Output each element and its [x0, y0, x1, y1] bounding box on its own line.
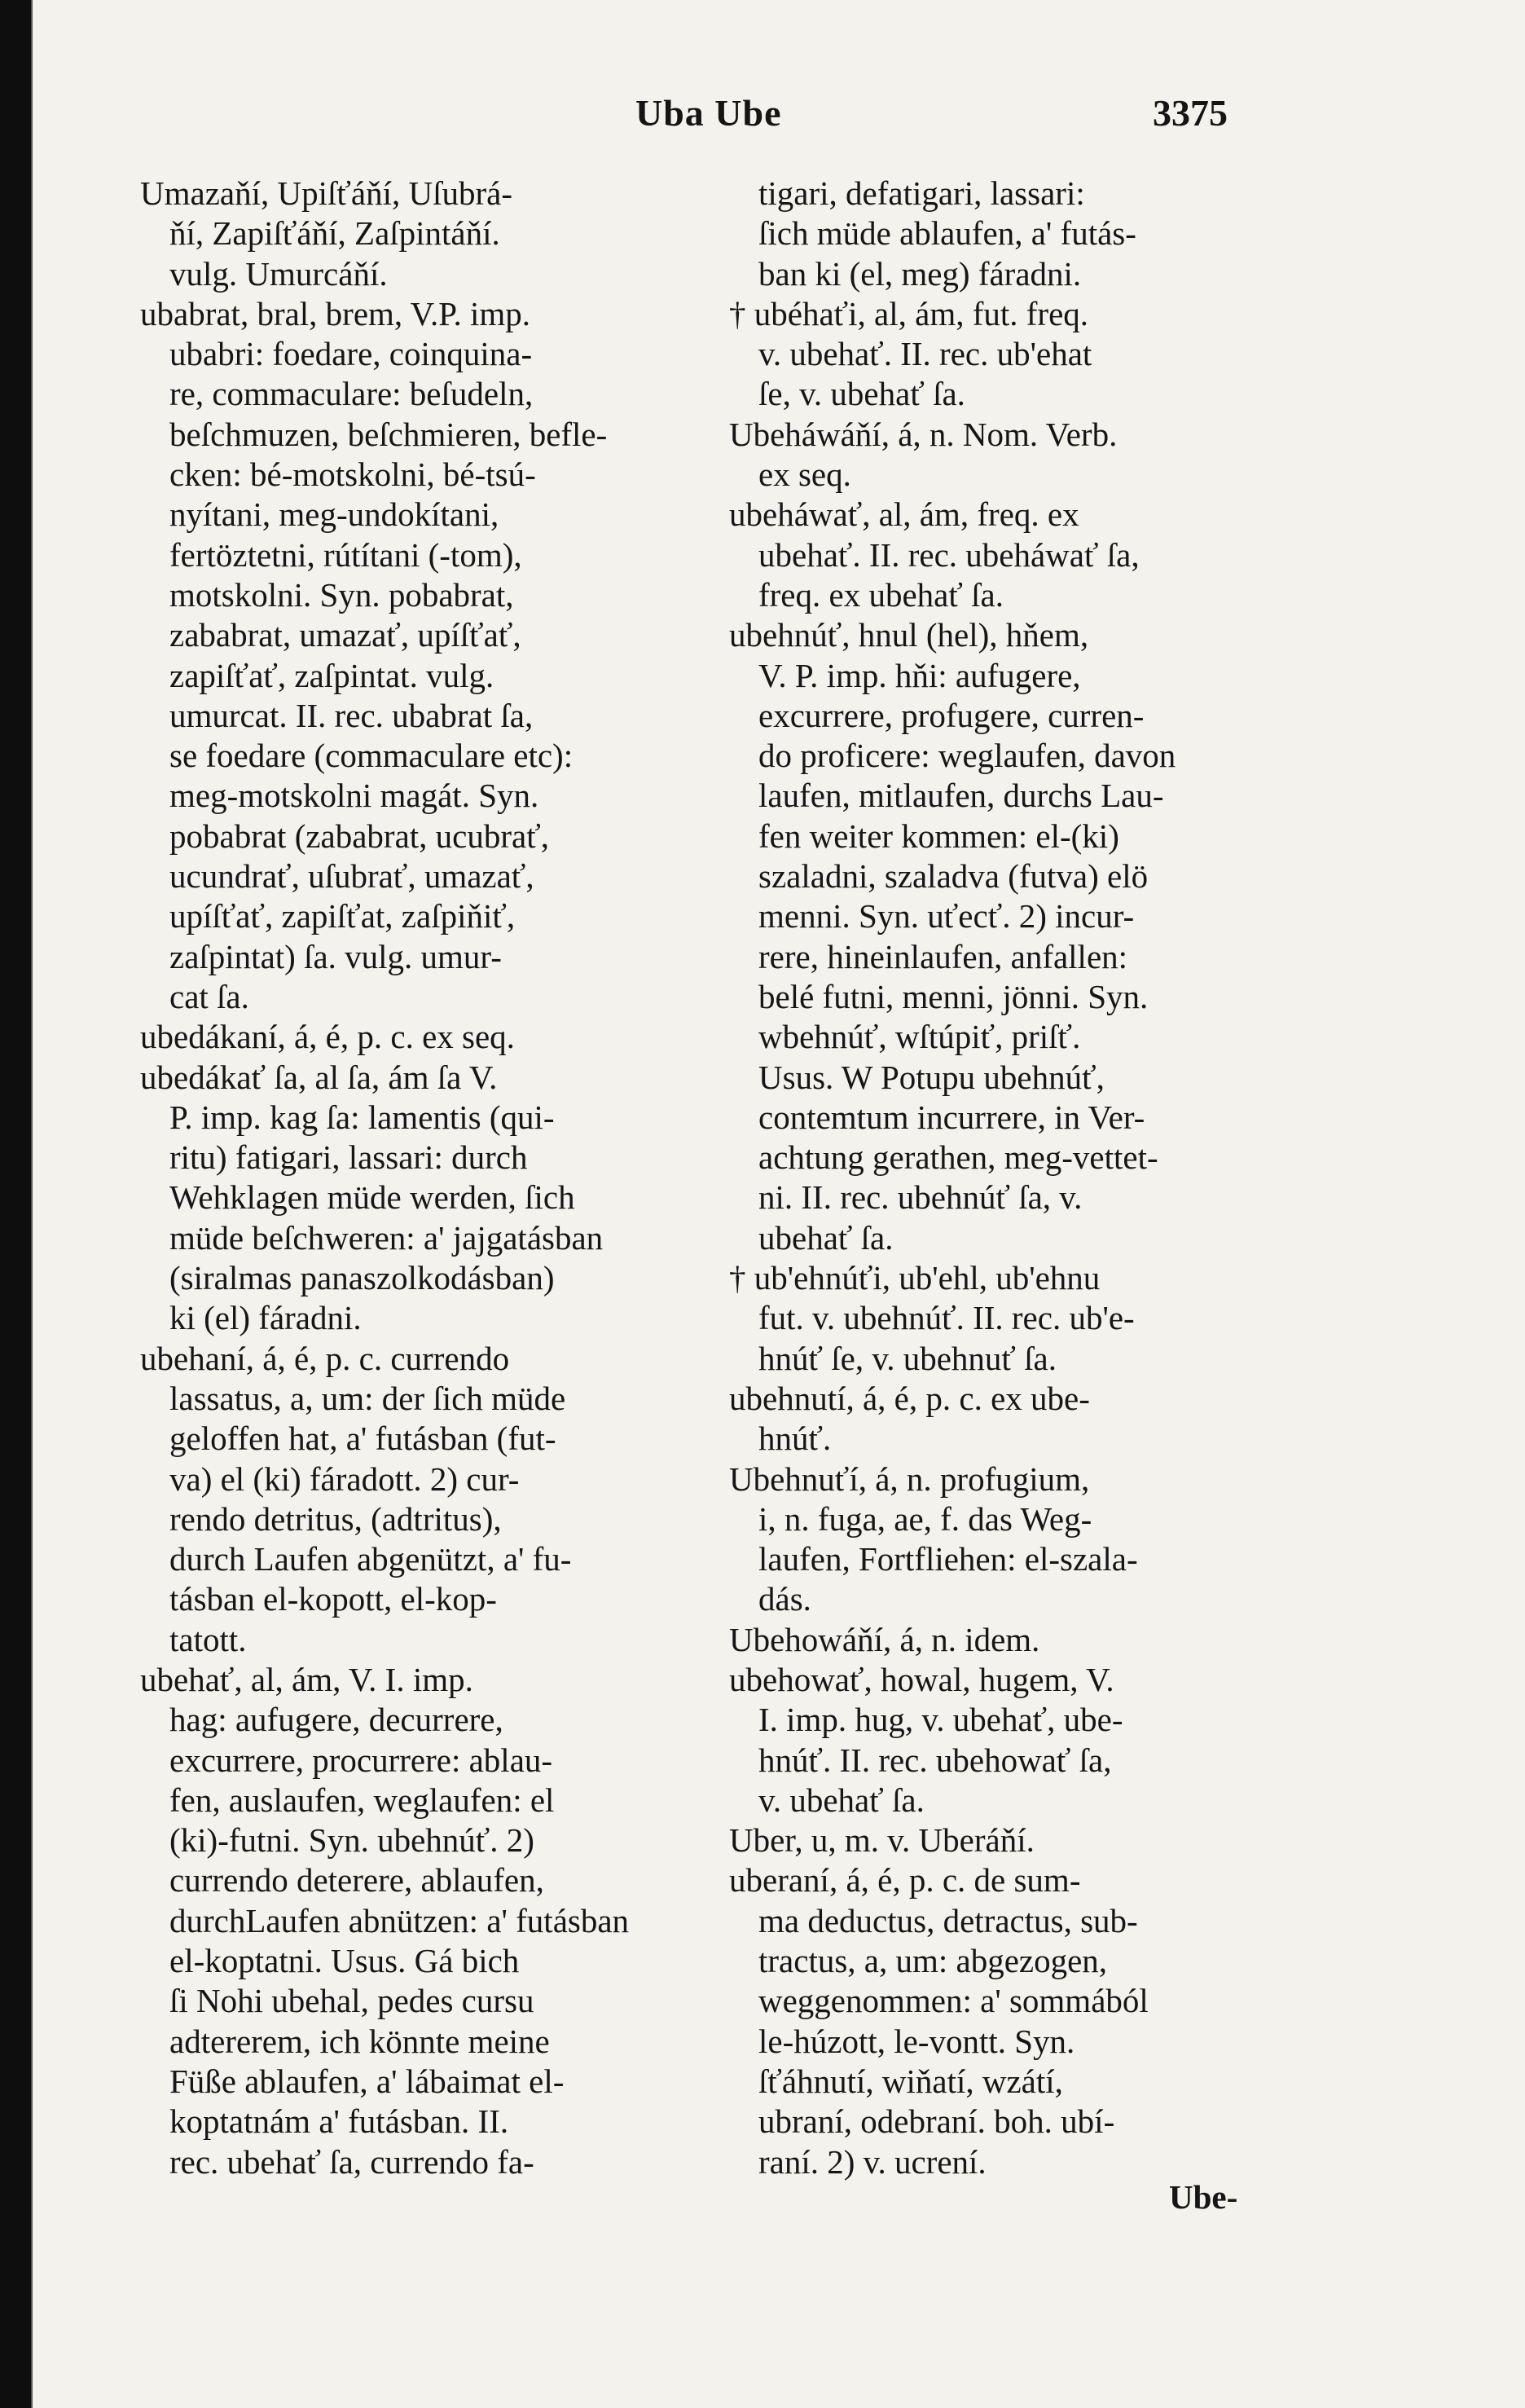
dictionary-line: excurrere, profugere, curren- — [758, 696, 1145, 734]
dictionary-line: I. imp. hug, v. ubehať, ube- — [758, 1701, 1123, 1739]
dictionary-line: (ki)-futni. Syn. ubehnúť. 2) — [169, 1821, 534, 1860]
dictionary-line: Ubehnuťí, á, n. profugium, — [729, 1459, 1090, 1498]
dictionary-line: fen, auslaufen, weglaufen: el — [169, 1781, 555, 1819]
dictionary-line: durch Laufen abgenützt, a' fu- — [169, 1540, 572, 1578]
dictionary-line: ki (el) fáradni. — [169, 1299, 362, 1337]
dictionary-line: hnúť. — [758, 1420, 832, 1458]
dictionary-line: v. ubehať. II. rec. ub'ehat — [758, 335, 1092, 373]
dictionary-line: ex seq. — [758, 456, 851, 494]
dictionary-line: Ubeháwáňí, á, n. Nom. Verb. — [729, 415, 1118, 453]
dictionary-line: ſťáhnutí, wiňatí, wzátí, — [758, 2062, 1063, 2100]
dictionary-page — [31, 0, 1525, 2408]
dictionary-line: i, n. fuga, ae, f. das Weg- — [758, 1499, 1092, 1538]
dictionary-line: nyítani, meg-undokítani, — [169, 495, 499, 534]
page-number: 3375 — [1153, 92, 1228, 134]
dictionary-line: ſe, v. ubehať ſa. — [758, 375, 965, 413]
dictionary-line: le-húzott, le-vontt. Syn. — [758, 2022, 1075, 2060]
dictionary-line: ubehať. II. rec. ubeháwať ſa, — [758, 535, 1140, 574]
dictionary-line: zapiſťať, zaſpintat. vulg. — [169, 656, 494, 694]
dictionary-line: wbehnúť, wſtúpiť, priſť. — [758, 1018, 1081, 1056]
dictionary-line: hnúť. II. rec. ubehowať ſa, — [758, 1741, 1112, 1779]
dictionary-line: müde beſchweren: a' jajgatásban — [169, 1218, 604, 1257]
dictionary-line: el-koptatni. Usus. Gá bich — [169, 1942, 520, 1980]
dictionary-line: uberaní, á, é, p. c. de sum- — [729, 1861, 1081, 1900]
dictionary-line: rec. ubehať ſa, currendo fa- — [169, 2142, 534, 2181]
left-column — [140, 174, 710, 2182]
dictionary-line: cken: bé-motskolni, bé-tsú- — [169, 456, 536, 494]
dictionary-line: ubedákaní, á, é, p. c. ex seq. — [140, 1018, 515, 1056]
dictionary-line: ubabrat, bral, brem, V.P. imp. — [140, 294, 531, 332]
dictionary-line: upíſťať, zapiſťat, zaſpiňiť, — [169, 897, 516, 935]
dictionary-line: koptatnám a' futásban. II. — [169, 2102, 509, 2141]
catchword: Ube- — [1169, 2178, 1238, 2216]
dictionary-line: tractus, a, um: abgezogen, — [758, 1942, 1108, 1980]
dictionary-line: do proficere: weglaufen, davon — [758, 737, 1176, 775]
dictionary-line: ňí, Zapiſťáňí, Zaſpintáňí. — [169, 214, 500, 253]
dictionary-line: ubehnúť, hnul (hel), hňem, — [729, 616, 1089, 654]
dictionary-line: cat ſa. — [169, 977, 249, 1015]
dictionary-line: rere, hineinlaufen, anfallen: — [758, 937, 1128, 975]
dictionary-line: va) el (ki) fáradott. 2) cur- — [169, 1459, 520, 1498]
dictionary-line: menni. Syn. uťecť. 2) incur- — [758, 897, 1135, 935]
dictionary-line: meg-motskolni magát. Syn. — [169, 777, 539, 815]
dictionary-line: excurrere, procurrere: ablau- — [169, 1741, 553, 1779]
dictionary-line: geloffen hat, a' futásban (fut- — [169, 1420, 556, 1458]
dictionary-line: hnúť ſe, v. ubehnuť ſa. — [758, 1339, 1057, 1377]
dictionary-line: P. imp. kag ſa: lamentis (qui- — [169, 1098, 555, 1136]
dictionary-line: durchLaufen abnützen: a' futásban — [169, 1901, 630, 1939]
dictionary-line: ſi Nohi ubehal, pedes cursu — [169, 1982, 534, 2020]
dictionary-line: ubraní, odebraní. boh. ubí- — [758, 2102, 1115, 2141]
dictionary-line: raní. 2) v. ucrení. — [758, 2142, 987, 2181]
dictionary-line: currendo deterere, ablaufen, — [169, 1861, 544, 1900]
dictionary-line: zaſpintat) ſa. vulg. umur- — [169, 937, 502, 975]
dictionary-line: rendo detritus, (adtritus), — [169, 1499, 502, 1538]
dictionary-line: pobabrat (zababrat, ucubrať, — [169, 817, 549, 855]
dictionary-line: ritu) fatigari, lassari: durch — [169, 1138, 528, 1177]
dictionary-line: laufen, mitlaufen, durchs Lau- — [758, 777, 1164, 815]
dictionary-line: adtererem, ich könnte meine — [169, 2022, 550, 2060]
dictionary-line: ubehowať, howal, hugem, V. — [729, 1660, 1114, 1698]
dictionary-line: ubehaní, á, é, p. c. currendo — [140, 1339, 510, 1377]
dictionary-line: zababrat, umazať, upíſťať, — [169, 616, 521, 654]
dictionary-line: ubehať, al, ám, V. I. imp. — [140, 1660, 473, 1698]
dictionary-line: belé futni, menni, jönni. Syn. — [758, 977, 1149, 1015]
dictionary-line: weggenommen: a' sommából — [758, 1982, 1149, 2020]
dictionary-line: freq. ex ubehať ſa. — [758, 575, 1004, 614]
dictionary-line: Wehklagen müde werden, ſich — [169, 1178, 575, 1217]
dictionary-line: hag: aufugere, decurrere, — [169, 1701, 503, 1739]
dictionary-line: ubehať ſa. — [758, 1218, 894, 1257]
dictionary-line: vulg. Umurcáňí. — [169, 254, 388, 293]
dictionary-line: tásban el-kopott, el-kop- — [169, 1580, 497, 1618]
dictionary-line: v. ubehať ſa. — [758, 1781, 925, 1819]
dictionary-line: Umazaňí, Upiſťáňí, Uſubrá- — [140, 174, 512, 212]
dictionary-line: † ub'ehnúťi, ub'ehl, ub'ehnu — [729, 1259, 1101, 1297]
right-column — [729, 174, 1317, 2182]
dictionary-line: ubedákať ſa, al ſa, ám ſa V. — [140, 1058, 498, 1096]
dictionary-line: ni. II. rec. ubehnúť ſa, v. — [758, 1178, 1083, 1217]
dictionary-line: motskolni. Syn. pobabrat, — [169, 575, 514, 614]
dictionary-line: Usus. W Potupu ubehnúť, — [758, 1058, 1105, 1096]
dictionary-line: achtung gerathen, meg-vettet- — [758, 1138, 1158, 1177]
dictionary-line: laufen, Fortfliehen: el-szala- — [758, 1540, 1138, 1578]
dictionary-line: re, commaculare: beſudeln, — [169, 375, 534, 413]
dictionary-line: ubeháwať, al, ám, freq. ex — [729, 495, 1079, 534]
dictionary-line: † ubéhaťi, al, ám, fut. freq. — [729, 294, 1089, 332]
dictionary-line: ubehnutí, á, é, p. c. ex ube- — [729, 1379, 1090, 1417]
dictionary-line: contemtum incurrere, in Ver- — [758, 1098, 1145, 1136]
dictionary-line: beſchmuzen, beſchmieren, befle- — [169, 415, 608, 453]
dictionary-line: ubabri: foedare, coinquina- — [169, 335, 533, 373]
dictionary-line: fen weiter kommen: el-(ki) — [758, 817, 1119, 855]
dictionary-line: dás. — [758, 1580, 811, 1618]
dictionary-line: ban ki (el, meg) fáradni. — [758, 254, 1082, 293]
dictionary-line: ucundrať, uſubrať, umazať, — [169, 857, 534, 896]
dictionary-line: tigari, defatigari, lassari: — [758, 174, 1085, 212]
dictionary-line: fut. v. ubehnúť. II. rec. ub'e- — [758, 1299, 1135, 1337]
dictionary-line: ſich müde ablaufen, a' futás- — [758, 214, 1136, 253]
dictionary-line: V. P. imp. hňi: aufugere, — [758, 656, 1081, 694]
dictionary-line: Füße ablaufen, a' lábaimat el- — [169, 2062, 565, 2100]
dictionary-line: tatott. — [169, 1620, 247, 1658]
dictionary-line: (siralmas panaszolkodásban) — [169, 1259, 555, 1297]
book-spine — [0, 0, 31, 2408]
dictionary-line: se foedare (commaculare etc): — [169, 737, 574, 775]
dictionary-line: lassatus, a, um: der ſich müde — [169, 1379, 566, 1417]
dictionary-line: umurcat. II. rec. ubabrat ſa, — [169, 696, 534, 734]
dictionary-line: Ubehowáňí, á, n. idem. — [729, 1620, 1040, 1658]
dictionary-line: Uber, u, m. v. Uberáňí. — [729, 1821, 1035, 1860]
running-head: Uba Ube — [635, 92, 782, 134]
dictionary-line: fertöztetni, rútítani (-tom), — [169, 535, 522, 574]
dictionary-line: ma deductus, detractus, sub- — [758, 1901, 1138, 1939]
dictionary-line: szaladni, szaladva (futva) elö — [758, 857, 1149, 896]
